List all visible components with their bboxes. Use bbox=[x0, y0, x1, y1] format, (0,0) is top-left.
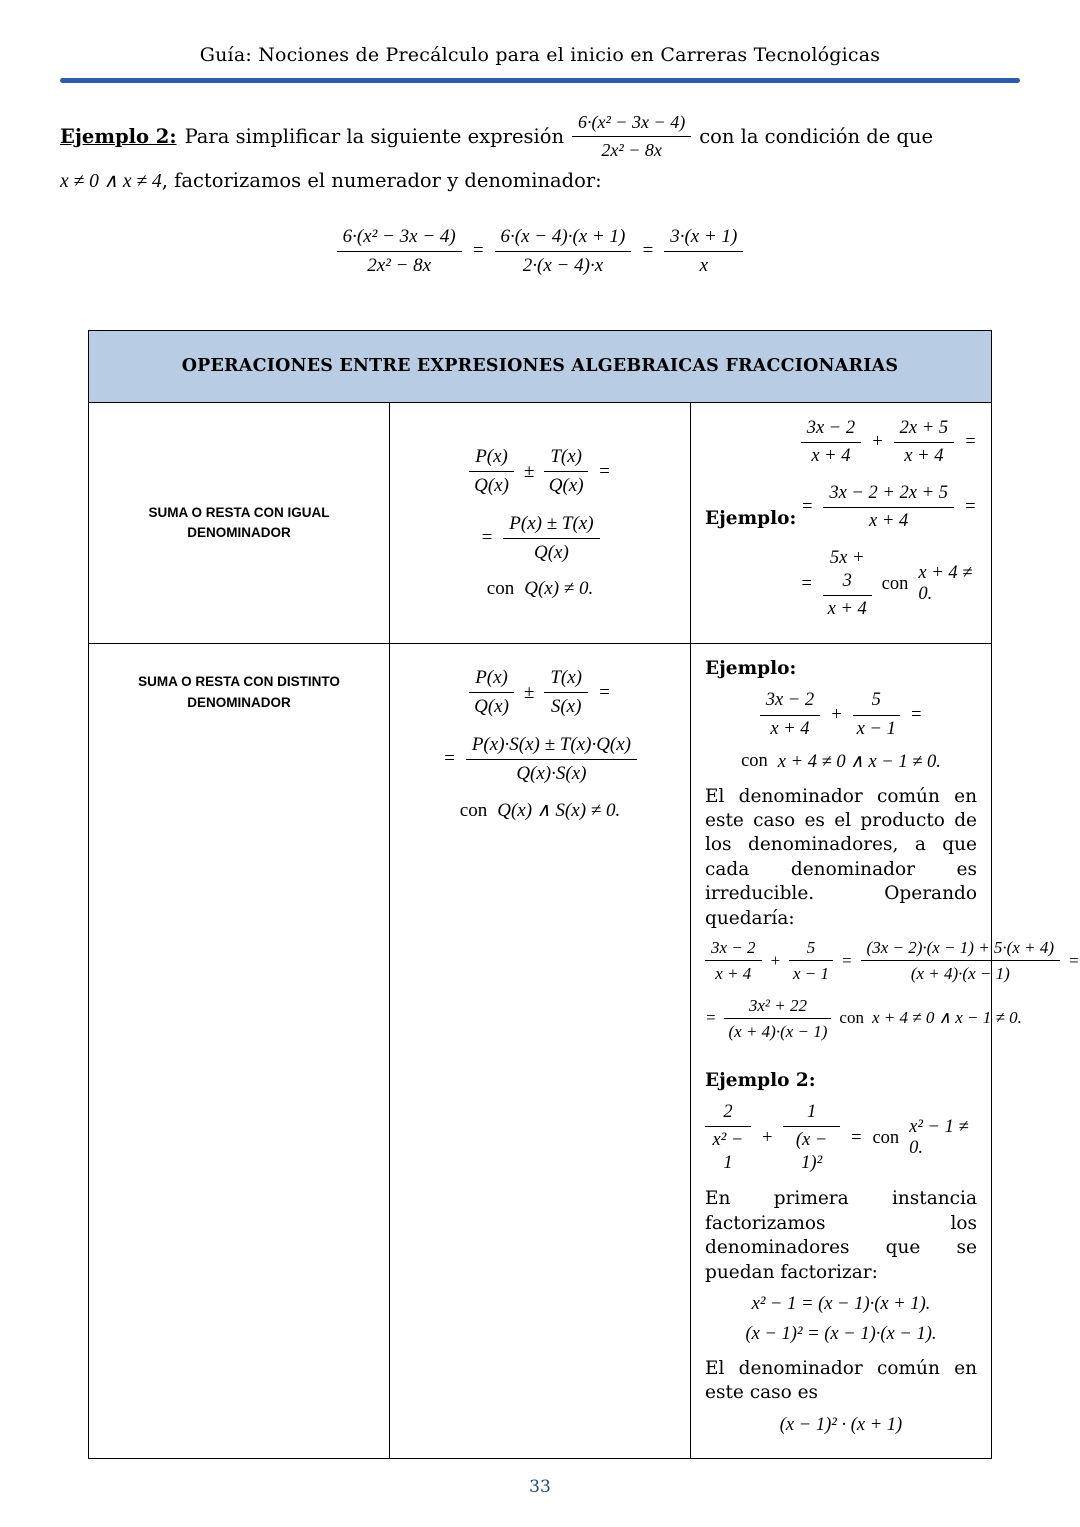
con-label: con bbox=[881, 573, 909, 594]
fraction-denominator: (x + 4)·(x − 1) bbox=[910, 964, 1010, 984]
fraction-denominator: x² − 1 bbox=[712, 1130, 744, 1174]
equals-sign: = bbox=[641, 240, 655, 262]
intro-inline-fraction bbox=[572, 111, 691, 161]
equals-sign: = bbox=[909, 704, 923, 725]
table-row-equal-denominator bbox=[89, 402, 992, 644]
condition-line bbox=[398, 799, 682, 822]
plus-operator: + bbox=[871, 431, 884, 452]
formula-fraction bbox=[544, 666, 588, 719]
example-fraction bbox=[861, 937, 1061, 985]
equals-sign: = bbox=[841, 950, 853, 970]
plus-operator: + bbox=[830, 704, 843, 725]
fraction-denominator: 2x² − 8x bbox=[367, 254, 432, 276]
row-label-different-denominator: SUMA O RESTA CON DISTINTO DENOMINADOR bbox=[138, 674, 340, 710]
table-row-different-denominator bbox=[89, 644, 992, 1459]
plus-minus-operator: ± bbox=[523, 460, 535, 482]
ejemplo-label: Ejemplo: bbox=[705, 508, 797, 530]
math-expression: x² − 1 = (x − 1)·(x + 1). bbox=[751, 1294, 931, 1315]
formula-fraction bbox=[503, 512, 599, 565]
factorization-derivation bbox=[60, 225, 1020, 278]
fraction-numerator: 3x − 2 bbox=[760, 689, 820, 715]
fraction-denominator: Q(x) bbox=[474, 475, 509, 497]
fraction-denominator: x + 4 bbox=[770, 718, 810, 739]
equals-sign: = bbox=[597, 460, 611, 482]
fraction-denominator: x + 4 bbox=[811, 445, 851, 466]
fraction-numerator: 3x² + 22 bbox=[724, 995, 831, 1019]
example-stack bbox=[800, 417, 977, 622]
intro-text-after: con la condición de que bbox=[699, 124, 934, 148]
condition-expression: x + 4 ≠ 0 ∧ x − 1 ≠ 0. bbox=[777, 751, 941, 772]
fraction-denominator: x + 4 bbox=[715, 964, 752, 984]
fraction-numerator: P(x) bbox=[469, 445, 514, 472]
formula-cell bbox=[390, 402, 691, 644]
con-label: con bbox=[872, 1127, 900, 1148]
explanation-paragraph-3: El denominador común en este caso es bbox=[705, 1358, 977, 1404]
example-fraction bbox=[823, 547, 872, 621]
example-2-line bbox=[705, 1101, 977, 1175]
fraction-denominator: x − 1 bbox=[793, 964, 830, 984]
fraction-numerator: 6·(x² − 3x − 4) bbox=[572, 111, 691, 137]
fraction-denominator: x bbox=[699, 254, 708, 276]
fraction-denominator: Q(x)·S(x) bbox=[516, 762, 587, 784]
fraction-numerator: 6·(x² − 3x − 4) bbox=[337, 225, 462, 252]
formula-line bbox=[398, 733, 682, 786]
condition-expression: x + 4 ≠ 0. bbox=[918, 563, 973, 605]
condition-line bbox=[705, 751, 977, 773]
example-fraction bbox=[789, 937, 833, 985]
example-fraction bbox=[705, 937, 762, 985]
equals-sign: = bbox=[480, 527, 494, 549]
con-label: con bbox=[839, 1008, 864, 1028]
con-label: con bbox=[486, 578, 515, 600]
math-expression: (x − 1)² = (x − 1)·(x − 1). bbox=[745, 1324, 937, 1345]
fraction-denominator: x + 4 bbox=[827, 599, 867, 620]
fraction-denominator: x − 1 bbox=[856, 718, 896, 739]
formula-fraction bbox=[466, 733, 637, 786]
derivation-fraction-3 bbox=[664, 225, 743, 278]
math-expression: (x − 1)² · (x + 1) bbox=[779, 1414, 903, 1435]
formula-fraction bbox=[469, 445, 514, 498]
example-fraction bbox=[801, 417, 861, 468]
plus-operator: + bbox=[769, 950, 782, 970]
formula-fraction bbox=[469, 666, 514, 719]
condition-expression: x² − 1 ≠ 0. bbox=[909, 1117, 969, 1159]
condition-expression: Q(x) ≠ 0. bbox=[524, 578, 594, 600]
intro-condition-expression: x ≠ 0 ∧ x ≠ 4 bbox=[60, 171, 162, 192]
factorization-identity-2 bbox=[705, 1323, 977, 1345]
formula-line bbox=[398, 512, 682, 565]
fraction-numerator: (3x − 2)·(x − 1) + 5·(x + 4) bbox=[861, 937, 1061, 961]
equals-sign: = bbox=[800, 496, 814, 517]
fraction-numerator: 3·(x + 1) bbox=[664, 225, 743, 252]
fraction-numerator: 5 bbox=[789, 937, 833, 961]
fraction-numerator: 5 bbox=[853, 689, 900, 715]
fraction-numerator: P(x)·S(x) ± T(x)·Q(x) bbox=[466, 733, 637, 760]
explanation-paragraph: El denominador común en este caso es el producto de los denominadores, a que cada denominador es irreducible. Operando quedaría: bbox=[705, 785, 977, 929]
equals-sign: = bbox=[963, 496, 977, 517]
example-line bbox=[800, 547, 977, 621]
example-cell bbox=[691, 644, 1080, 1459]
fraction-numerator: T(x) bbox=[544, 666, 588, 693]
header-divider bbox=[60, 78, 1020, 83]
factorization-identity-1 bbox=[705, 1293, 977, 1315]
example-block bbox=[705, 417, 977, 622]
explanation-paragraph-2: En primera instancia factorizamos los denominadores que se puedan factorizar: bbox=[705, 1188, 977, 1283]
fraction-denominator: S(x) bbox=[550, 696, 582, 718]
equals-sign: = bbox=[849, 1127, 863, 1148]
example-line bbox=[800, 482, 977, 533]
fraction-numerator: P(x) bbox=[469, 666, 514, 693]
page-number: 33 bbox=[529, 1476, 551, 1497]
formula-line bbox=[398, 666, 682, 719]
table-title: OPERACIONES ENTRE EXPRESIONES ALGEBRAICAS FRACCIONARIAS bbox=[89, 330, 992, 402]
intro-line-2 bbox=[60, 169, 1020, 193]
fraction-numerator: 1 bbox=[783, 1101, 840, 1127]
condition-line bbox=[398, 578, 682, 600]
row-label-cell bbox=[89, 644, 390, 1459]
fraction-numerator: 3x − 2 + 2x + 5 bbox=[823, 482, 954, 508]
derivation-fraction-2 bbox=[495, 225, 632, 278]
combined-equation-line bbox=[705, 937, 1080, 985]
fraction-denominator: (x + 4)·(x − 1) bbox=[728, 1021, 828, 1041]
equals-sign: = bbox=[1068, 950, 1080, 970]
table-title-row bbox=[89, 330, 992, 402]
fraction-numerator: 2 bbox=[705, 1101, 751, 1127]
ejemplo-2-label: Ejemplo 2: bbox=[705, 1070, 816, 1092]
fraction-denominator: (x − 1)² bbox=[795, 1130, 828, 1174]
row-label-cell bbox=[89, 402, 390, 644]
fraction-denominator: 2x² − 8x bbox=[601, 139, 662, 160]
formula-stack bbox=[398, 666, 682, 822]
fraction-numerator: 3x − 2 bbox=[801, 417, 861, 443]
result-equation-line bbox=[705, 995, 1022, 1043]
example-fraction bbox=[894, 417, 954, 468]
con-label: con bbox=[741, 751, 768, 772]
example-cell bbox=[691, 402, 992, 644]
derivation-fraction-1 bbox=[337, 225, 462, 278]
fraction-denominator: 2·(x − 4)·x bbox=[522, 254, 604, 276]
plus-minus-operator: ± bbox=[523, 681, 535, 703]
operations-table bbox=[88, 330, 1080, 1459]
fraction-numerator: 2x + 5 bbox=[894, 417, 954, 443]
fraction-denominator: x + 4 bbox=[869, 510, 909, 531]
equals-sign: = bbox=[597, 681, 611, 703]
intro-paragraph bbox=[60, 111, 1020, 193]
header-title: Guía: Nociones de Precálculo para el inicio en Carreras Tecnológicas bbox=[199, 44, 881, 66]
example-fraction bbox=[783, 1101, 840, 1175]
fraction-numerator: P(x) ± T(x) bbox=[503, 512, 599, 539]
example-fraction bbox=[823, 482, 954, 533]
page-header bbox=[60, 44, 1020, 83]
condition-expression: Q(x) ∧ S(x) ≠ 0. bbox=[497, 800, 621, 822]
ejemplo-label: Ejemplo: bbox=[705, 658, 797, 680]
fraction-numerator: 6·(x − 4)·(x + 1) bbox=[495, 225, 632, 252]
equals-sign: = bbox=[443, 748, 456, 770]
fraction-denominator: Q(x) bbox=[548, 475, 584, 497]
equals-sign: = bbox=[800, 573, 813, 594]
fraction-numerator: T(x) bbox=[544, 445, 588, 472]
example-line bbox=[705, 689, 977, 740]
formula-line bbox=[398, 445, 682, 498]
formula-stack bbox=[398, 445, 682, 600]
common-denominator-result bbox=[705, 1414, 977, 1436]
example-fraction bbox=[724, 995, 831, 1043]
equals-sign: = bbox=[964, 431, 977, 452]
intro-line-2-text: , factorizamos el numerador y denominador: bbox=[161, 169, 602, 192]
formula-cell bbox=[390, 644, 691, 1459]
equals-sign: = bbox=[471, 240, 485, 262]
example-2-label: Ejemplo 2: bbox=[60, 124, 177, 148]
condition-expression: x + 4 ≠ 0 ∧ x − 1 ≠ 0. bbox=[871, 1008, 1022, 1028]
example-fraction bbox=[853, 689, 900, 740]
formula-fraction bbox=[544, 445, 588, 498]
fraction-denominator: x + 4 bbox=[904, 445, 944, 466]
row-label-equal-denominator: SUMA O RESTA CON IGUAL DENOMINADOR bbox=[148, 504, 330, 540]
example-line bbox=[800, 417, 977, 468]
fraction-numerator: 5x + 3 bbox=[823, 547, 872, 596]
equals-sign: = bbox=[705, 1008, 717, 1028]
fraction-denominator: Q(x) bbox=[474, 696, 509, 718]
example-fraction bbox=[760, 689, 820, 740]
con-label: con bbox=[459, 799, 488, 821]
example-fraction bbox=[705, 1101, 751, 1175]
intro-text-before: Para simplificar la siguiente expresión bbox=[184, 124, 565, 148]
plus-operator: + bbox=[760, 1127, 774, 1148]
intro-line-1 bbox=[60, 111, 1020, 161]
fraction-denominator: Q(x) bbox=[534, 541, 569, 563]
fraction-numerator: 3x − 2 bbox=[705, 937, 762, 961]
